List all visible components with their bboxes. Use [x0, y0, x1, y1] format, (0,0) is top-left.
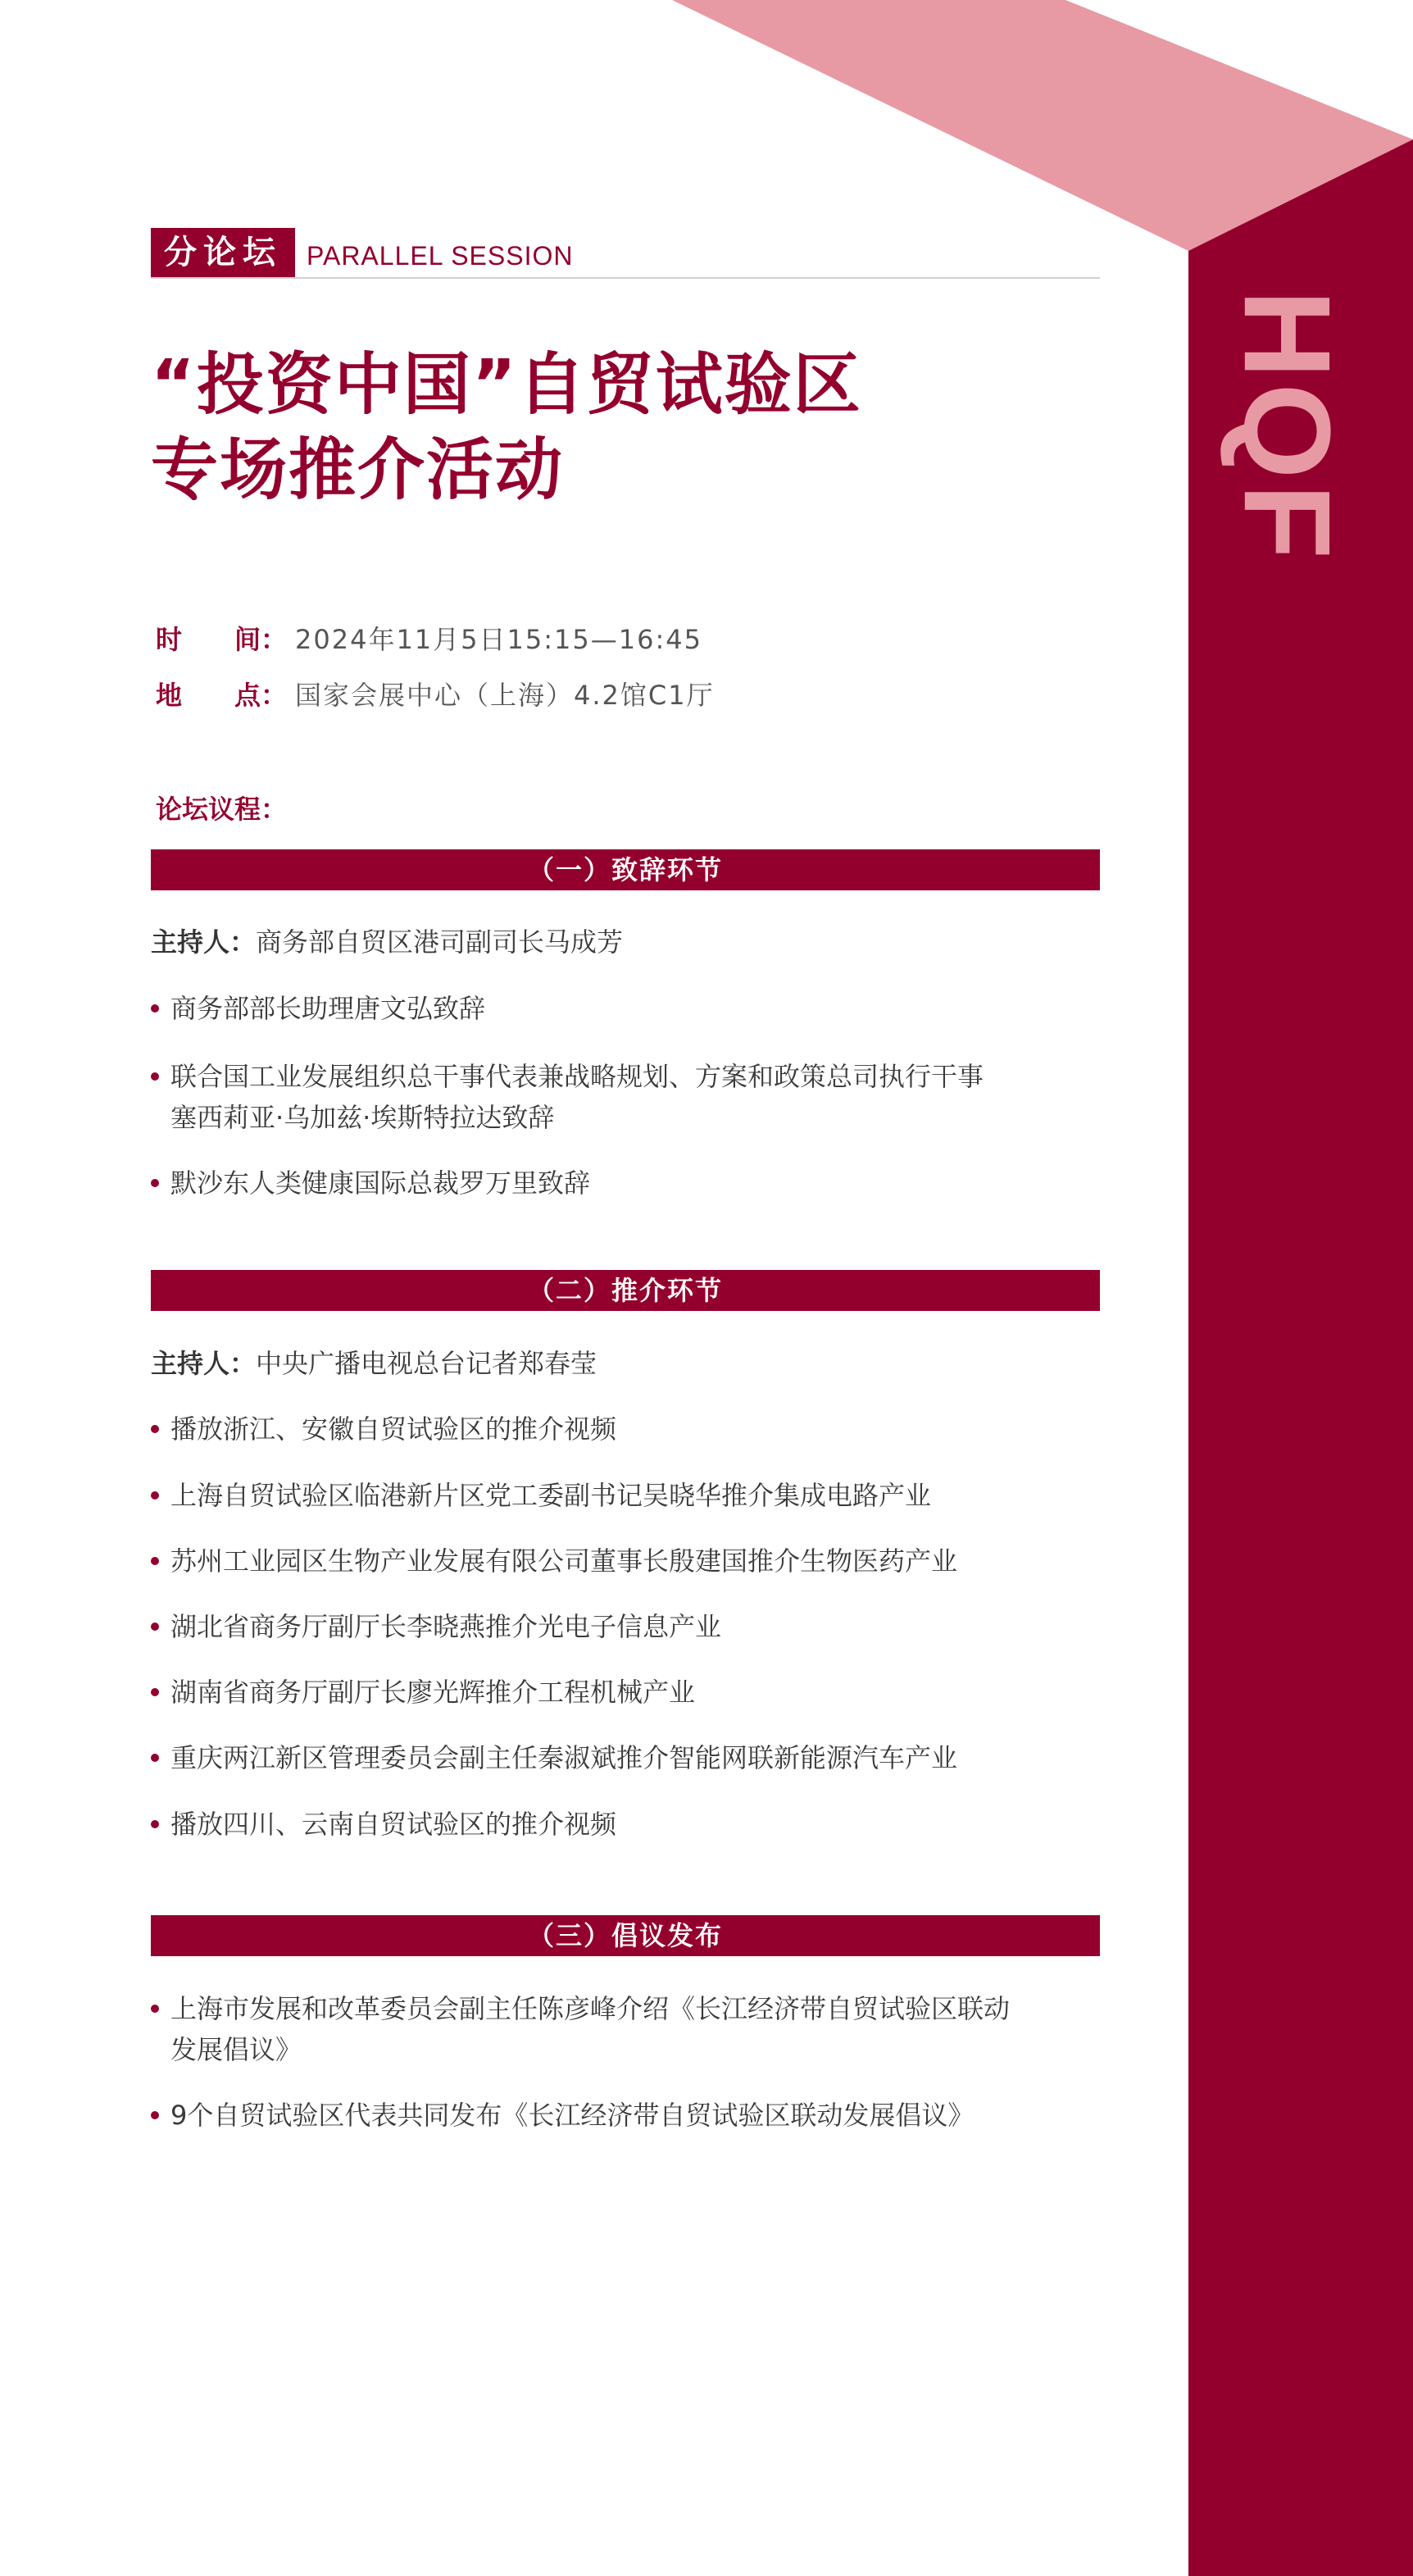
host-label: 主持人：	[151, 1348, 257, 1379]
bullet-dot	[151, 1425, 159, 1433]
bullet-dot	[151, 1004, 159, 1013]
list-item: 上海自贸试验区临港新片区党工委副书记吴晓华推介集成电路产业	[151, 1475, 1069, 1516]
host-value: 商务部自贸区港司副司长马成芳	[256, 926, 624, 958]
host-line-1	[151, 922, 1069, 963]
bullet-dot	[151, 1754, 159, 1762]
list-item: 湖南省商务厅副厅长廖光辉推介工程机械产业	[151, 1672, 1069, 1713]
time-value: 2024年11月5日15:15—16:45	[295, 624, 702, 655]
list-item: 联合国工业发展组织总干事代表兼战略规划、方案和政策总司执行干事 塞西莉亚·乌加兹·埃斯特拉达致辞	[151, 1056, 1069, 1138]
list-item: 重庆两江新区管理委员会副主任秦淑斌推介智能网联新能源汽车产业	[151, 1737, 1069, 1778]
agenda-label: 论坛议程：	[156, 794, 288, 825]
time-label: 时 间：	[156, 624, 288, 655]
bullet-dot	[151, 1179, 159, 1187]
list-item: 商务部部长助理唐文弘致辞	[151, 988, 1069, 1029]
title-line-1: “投资中国”自贸试验区	[151, 346, 862, 424]
page-title	[151, 343, 1134, 513]
bullet-dot	[151, 1623, 159, 1631]
section-header-3: （三）倡议发布	[151, 1915, 1100, 1956]
section-header-1: （一）致辞环节	[151, 849, 1100, 890]
session-en-label: PARALLEL SESSION	[307, 241, 574, 271]
list-item: 湖北省商务厅副厅长李晓燕推介光电子信息产业	[151, 1606, 1069, 1647]
list-item: 默沙东人类健康国际总裁罗万里致辞	[151, 1163, 1069, 1204]
list-item: 9个自贸试验区代表共同发布《长江经济带自贸试验区联动发展倡议》	[151, 2095, 1069, 2136]
bullet-dot	[151, 2111, 159, 2119]
bullet-dot	[151, 2005, 159, 2013]
host-value: 中央广播电视总台记者郑春莹	[256, 1348, 597, 1379]
time-row	[156, 623, 702, 656]
vertical-brand-mark	[1218, 289, 1356, 564]
bullet-dot	[151, 1688, 159, 1696]
brand-text: HQF	[1218, 289, 1356, 564]
bullet-dot	[151, 1072, 159, 1081]
session-cn-label: 分论坛	[151, 228, 295, 277]
list-item: 播放浙江、安徽自贸试验区的推介视频	[151, 1409, 1069, 1450]
bullet-dot	[151, 1820, 159, 1828]
list-item: 苏州工业园区生物产业发展有限公司董事长殷建国推介生物医药产业	[151, 1541, 1069, 1582]
title-line-2: 专场推介活动	[151, 431, 565, 509]
host-line-2	[151, 1343, 1069, 1384]
session-tag	[151, 228, 1100, 279]
bullet-dot	[151, 1491, 159, 1500]
host-label: 主持人：	[151, 926, 257, 958]
place-label: 地 点：	[156, 680, 288, 711]
list-item: 上海市发展和改革委员会副主任陈彦峰介绍《长江经济带自贸试验区联动 发展倡议》	[151, 1988, 1069, 2070]
list-item: 播放四川、云南自贸试验区的推介视频	[151, 1804, 1069, 1845]
bullet-dot	[151, 1557, 159, 1565]
section-header-2: （二）推介环节	[151, 1270, 1100, 1311]
place-row	[156, 679, 715, 712]
place-value: 国家会展中心（上海）4.2馆C1厅	[295, 680, 715, 711]
